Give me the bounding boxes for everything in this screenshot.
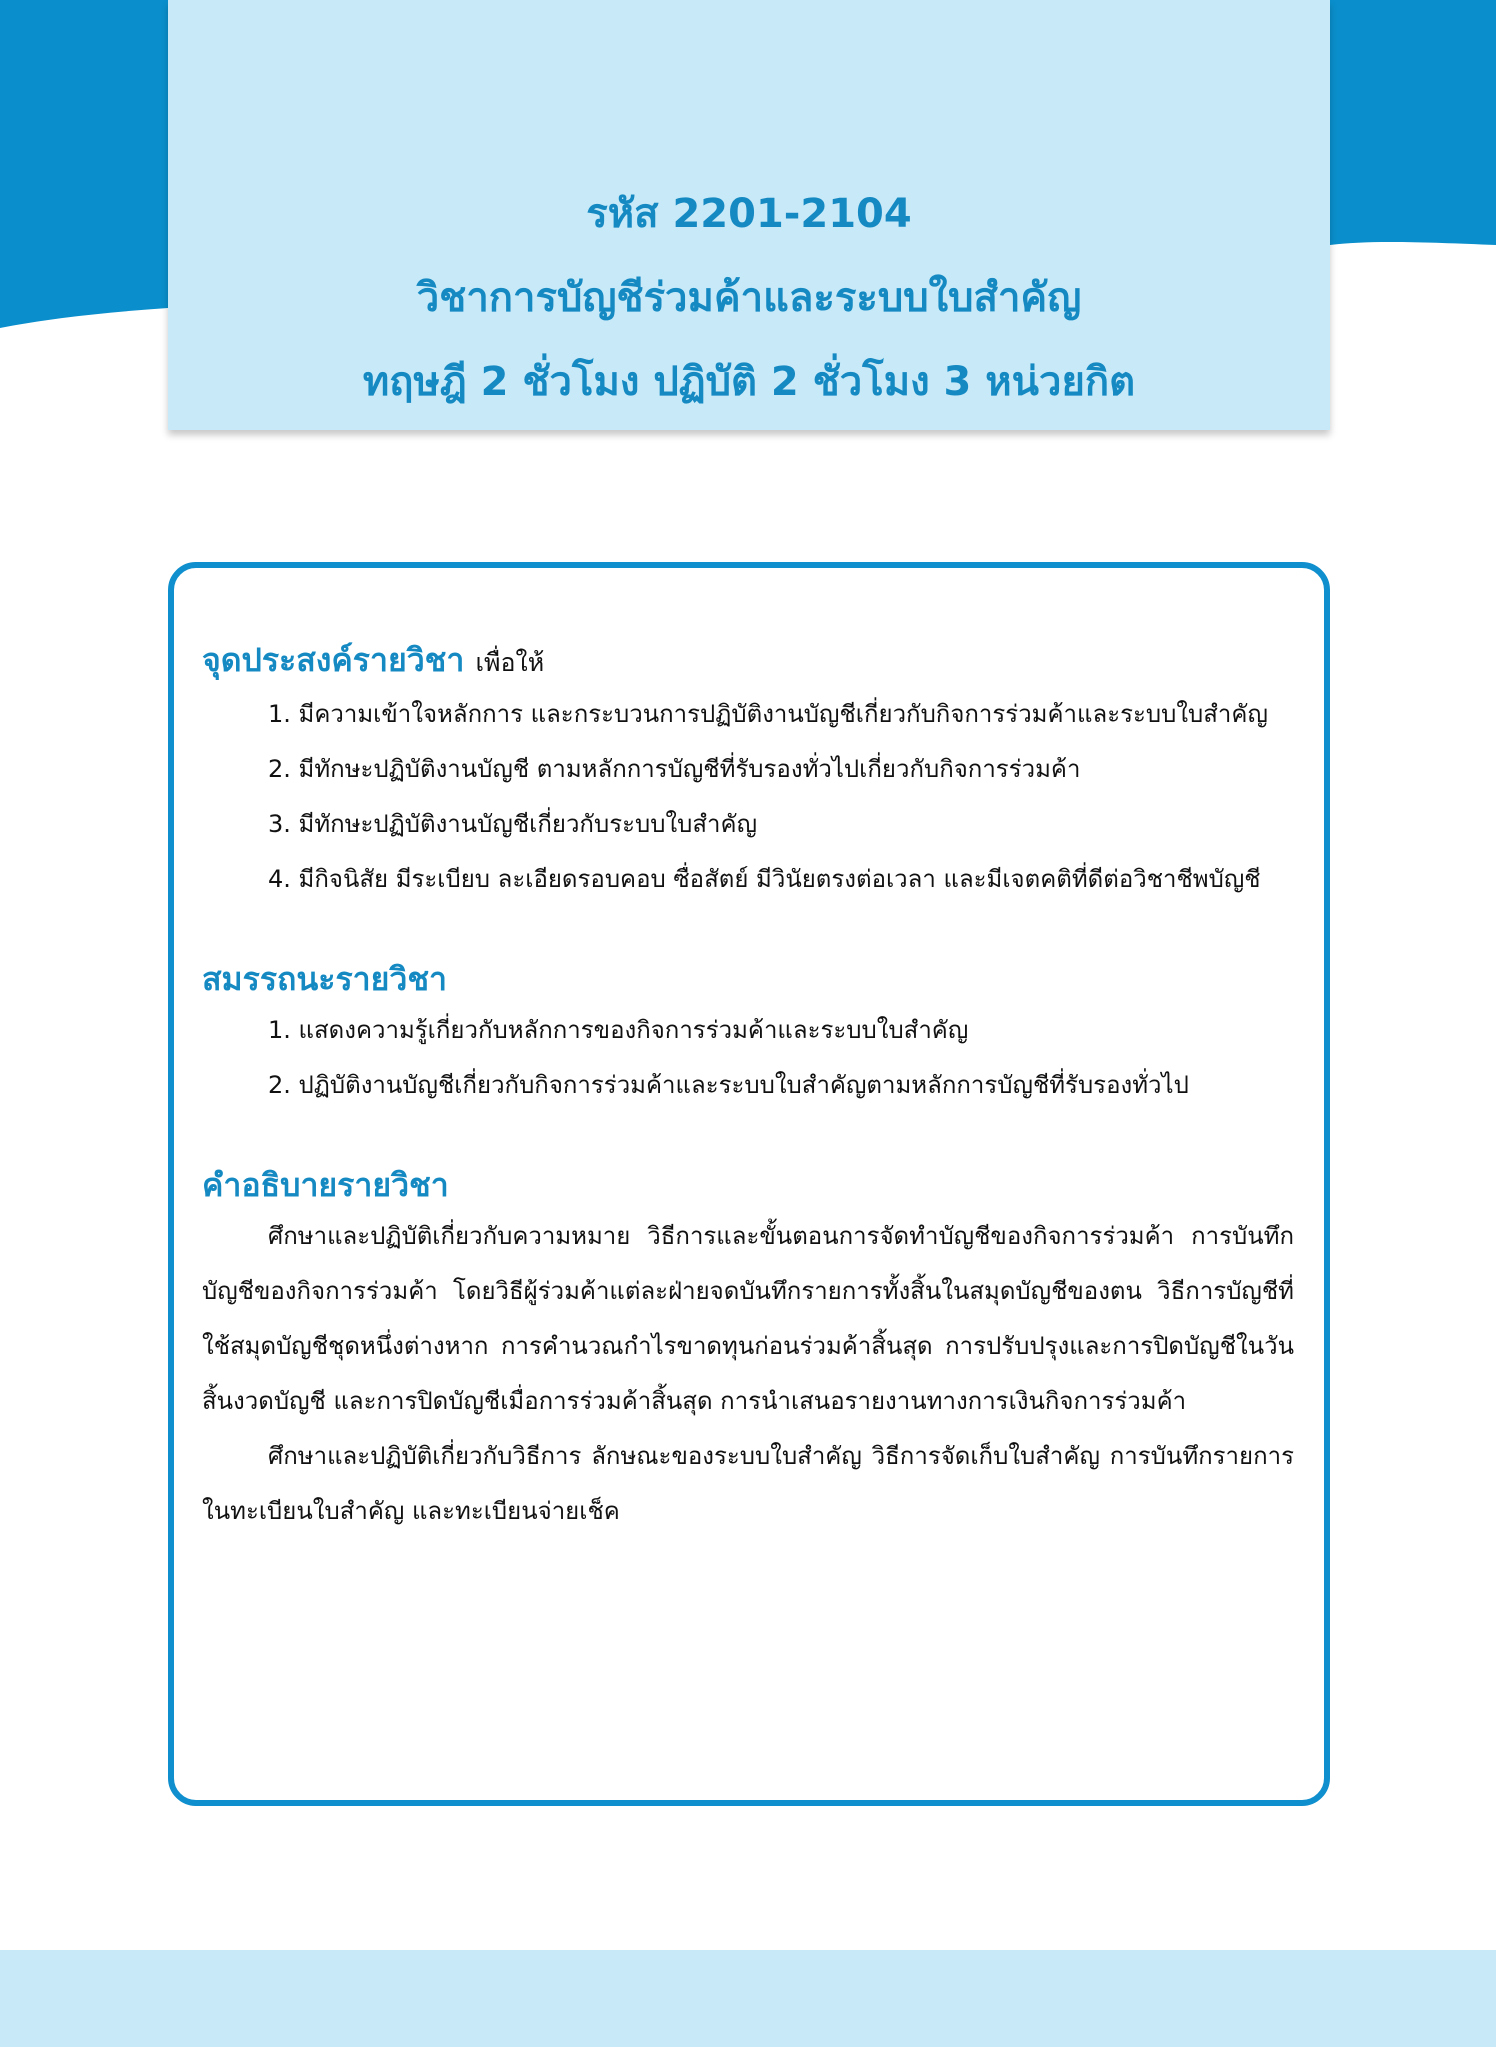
course-hours: ทฤษฎี 2 ชั่วโมง ปฏิบัติ 2 ชั่วโมง 3 หน่วยกิต [362, 359, 1136, 405]
description-section [202, 1161, 1294, 1539]
competencies-section [202, 955, 1294, 1113]
objective-item: 2. มีทักษะปฏิบัติงานบัญชี ตามหลักการบัญชีที่รับรองทั่วไปเกี่ยวกับกิจการร่วมค้า [268, 755, 1081, 783]
objectives-section [202, 636, 1294, 907]
objective-item: 3. มีทักษะปฏิบัติงานบัญชีเกี่ยวกับระบบใบสำคัญ [268, 810, 758, 838]
objective-item: 4. มีกิจนิสัย มีระเบียบ ละเอียดรอบคอบ ซื่อสัตย์ มีวินัยตรงต่อเวลา และมีเจตคติที่ดีต่อวิชาชีพบัญชี [268, 865, 1261, 893]
objectives-heading-suffix: เพื่อให้ [475, 648, 545, 677]
description-heading: คำอธิบายรายวิชา [202, 1166, 449, 1204]
footer-band [0, 1950, 1496, 2047]
course-name: วิชาการบัญชีร่วมค้าและระบบใบสำคัญ [416, 275, 1082, 321]
competency-item: 2. ปฏิบัติงานบัญชีเกี่ยวกับกิจการร่วมค้าและระบบใบสำคัญตามหลักการบัญชีที่รับรองทั่วไป [268, 1071, 1189, 1099]
objectives-heading-title: จุดประสงค์รายวิชา [202, 641, 465, 679]
description-paragraph: ศึกษาและปฏิบัติเกี่ยวกับวิธีการ ลักษณะของระบบใบสำคัญ วิธีการจัดเก็บใบสำคัญ การบันทึกรายการในทะเบียนใบสำคัญ และทะเบียนจ่ายเช็ค [202, 1442, 1294, 1525]
description-paragraph: ศึกษาและปฏิบัติเกี่ยวกับความหมาย วิธีการและขั้นตอนการจัดทำบัญชีของกิจการร่วมค้า การบันทึกบัญชีของกิจการร่วมค้า โดยวิธีผู้ร่วมค้าแต่ละฝ่ายจดบันทึกรายการทั้งสิ้นในสมุดบัญชีของตน วิธีการบัญชีที่ใช้สมุดบัญชีชุดหนึ่งต่างหาก การคำนวณกำไรขาดทุนก่อนร่วมค้าสิ้นสุด การปรับปรุงและการปิดบัญชีในวันสิ้นงวดบัญชี และการปิดบัญชีเมื่อการร่วมค้าสิ้นสุด การนำเสนอรายงานทางการเงินกิจการร่วมค้า [202, 1222, 1294, 1415]
competencies-heading: สมรรถนะรายวิชา [202, 960, 447, 998]
competency-item: 1. แสดงความรู้เกี่ยวกับหลักการของกิจการร่วมค้าและระบบใบสำคัญ [268, 1016, 969, 1044]
course-title-banner [168, 0, 1330, 430]
objective-item: 1. มีความเข้าใจหลักการ และกระบวนการปฏิบัติงานบัญชีเกี่ยวกับกิจการร่วมค้าและระบบใบสำคัญ [268, 700, 1268, 728]
course-code: รหัส 2201-2104 [586, 191, 912, 237]
objectives-heading [202, 636, 1294, 687]
course-outline-box [168, 562, 1330, 1806]
